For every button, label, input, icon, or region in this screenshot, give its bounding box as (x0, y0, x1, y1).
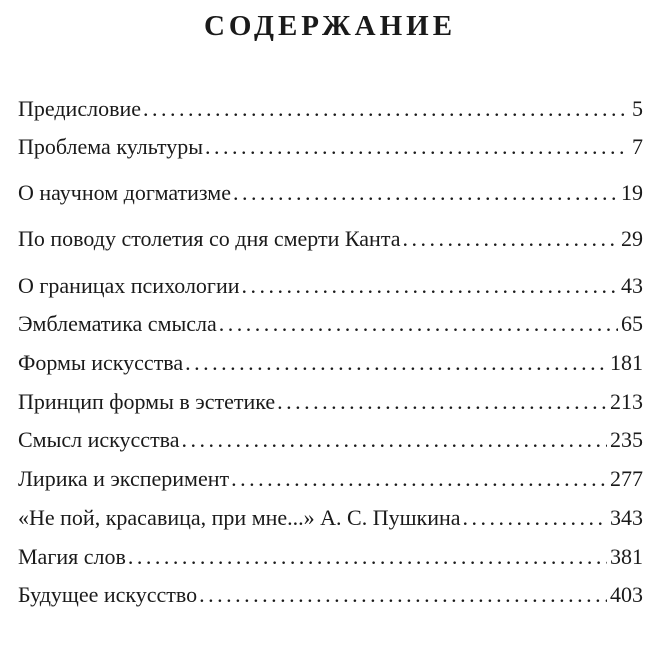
dot-leader (128, 540, 607, 574)
toc-entry[interactable] (18, 501, 643, 535)
toc-entry[interactable] (18, 307, 643, 341)
toc-entry[interactable] (18, 346, 643, 380)
dot-leader (277, 385, 607, 419)
toc-entry-page: 65 (621, 311, 643, 336)
toc-entry-page: 5 (632, 96, 643, 121)
toc-entry-title: О научном догматизме (18, 180, 231, 205)
dot-leader (219, 307, 618, 341)
toc-entry-title: О границах психологии (18, 273, 240, 298)
toc-entry[interactable] (18, 92, 643, 126)
toc-entry-title: Предисловие (18, 96, 141, 121)
toc-entry-page: 403 (610, 582, 643, 607)
dot-leader (205, 130, 629, 164)
toc-entry-page: 29 (621, 226, 643, 251)
dot-leader (143, 92, 629, 126)
toc-entry[interactable] (18, 222, 643, 256)
toc-entry-title: Лирика и эксперимент (18, 466, 230, 491)
dot-leader (463, 501, 607, 535)
toc-entry-title: Принцип формы в эстетике (18, 389, 276, 414)
toc-entry-page: 381 (610, 544, 643, 569)
toc-entry-title: Формы искусства (18, 350, 184, 375)
toc-entry-title: «Не пой, красавица, при мне...» А. С. Пушкина (18, 505, 461, 530)
toc-entry[interactable] (18, 385, 643, 419)
dot-leader (199, 578, 607, 612)
toc-entry-page: 43 (621, 273, 643, 298)
toc-entry-page: 235 (610, 427, 643, 452)
toc-entry[interactable] (18, 578, 643, 612)
toc-entry-page: 213 (610, 389, 643, 414)
toc-entry-page: 343 (610, 505, 643, 530)
dot-leader (182, 423, 607, 457)
toc-entry-page: 19 (621, 180, 643, 205)
dot-leader (402, 222, 618, 256)
toc-entry[interactable] (18, 423, 643, 457)
toc-entry[interactable] (18, 176, 643, 210)
toc-entry-title: По поводу столетия со дня смерти Канта (18, 226, 401, 251)
contents-heading: СОДЕРЖАНИЕ (203, 10, 457, 42)
toc-entry-title: Магия слов (18, 544, 126, 569)
toc-entry[interactable] (18, 269, 643, 303)
dot-leader (185, 346, 607, 380)
dot-leader (231, 462, 607, 496)
toc-entry-page: 181 (610, 350, 643, 375)
toc-entry-title: Эмблематика смысла (18, 311, 217, 336)
toc-entry-page: 7 (632, 134, 643, 159)
toc-entry[interactable] (18, 130, 643, 164)
dot-leader (233, 176, 618, 210)
toc-entry-title: Будущее искусство (18, 582, 198, 607)
toc-entry-page: 277 (610, 466, 643, 491)
toc-entry-title: Проблема культуры (18, 134, 204, 159)
toc-entry[interactable] (18, 462, 643, 496)
dot-leader (242, 269, 619, 303)
toc-entry-title: Смысл искусства (18, 427, 180, 452)
toc-entry[interactable] (18, 540, 643, 574)
